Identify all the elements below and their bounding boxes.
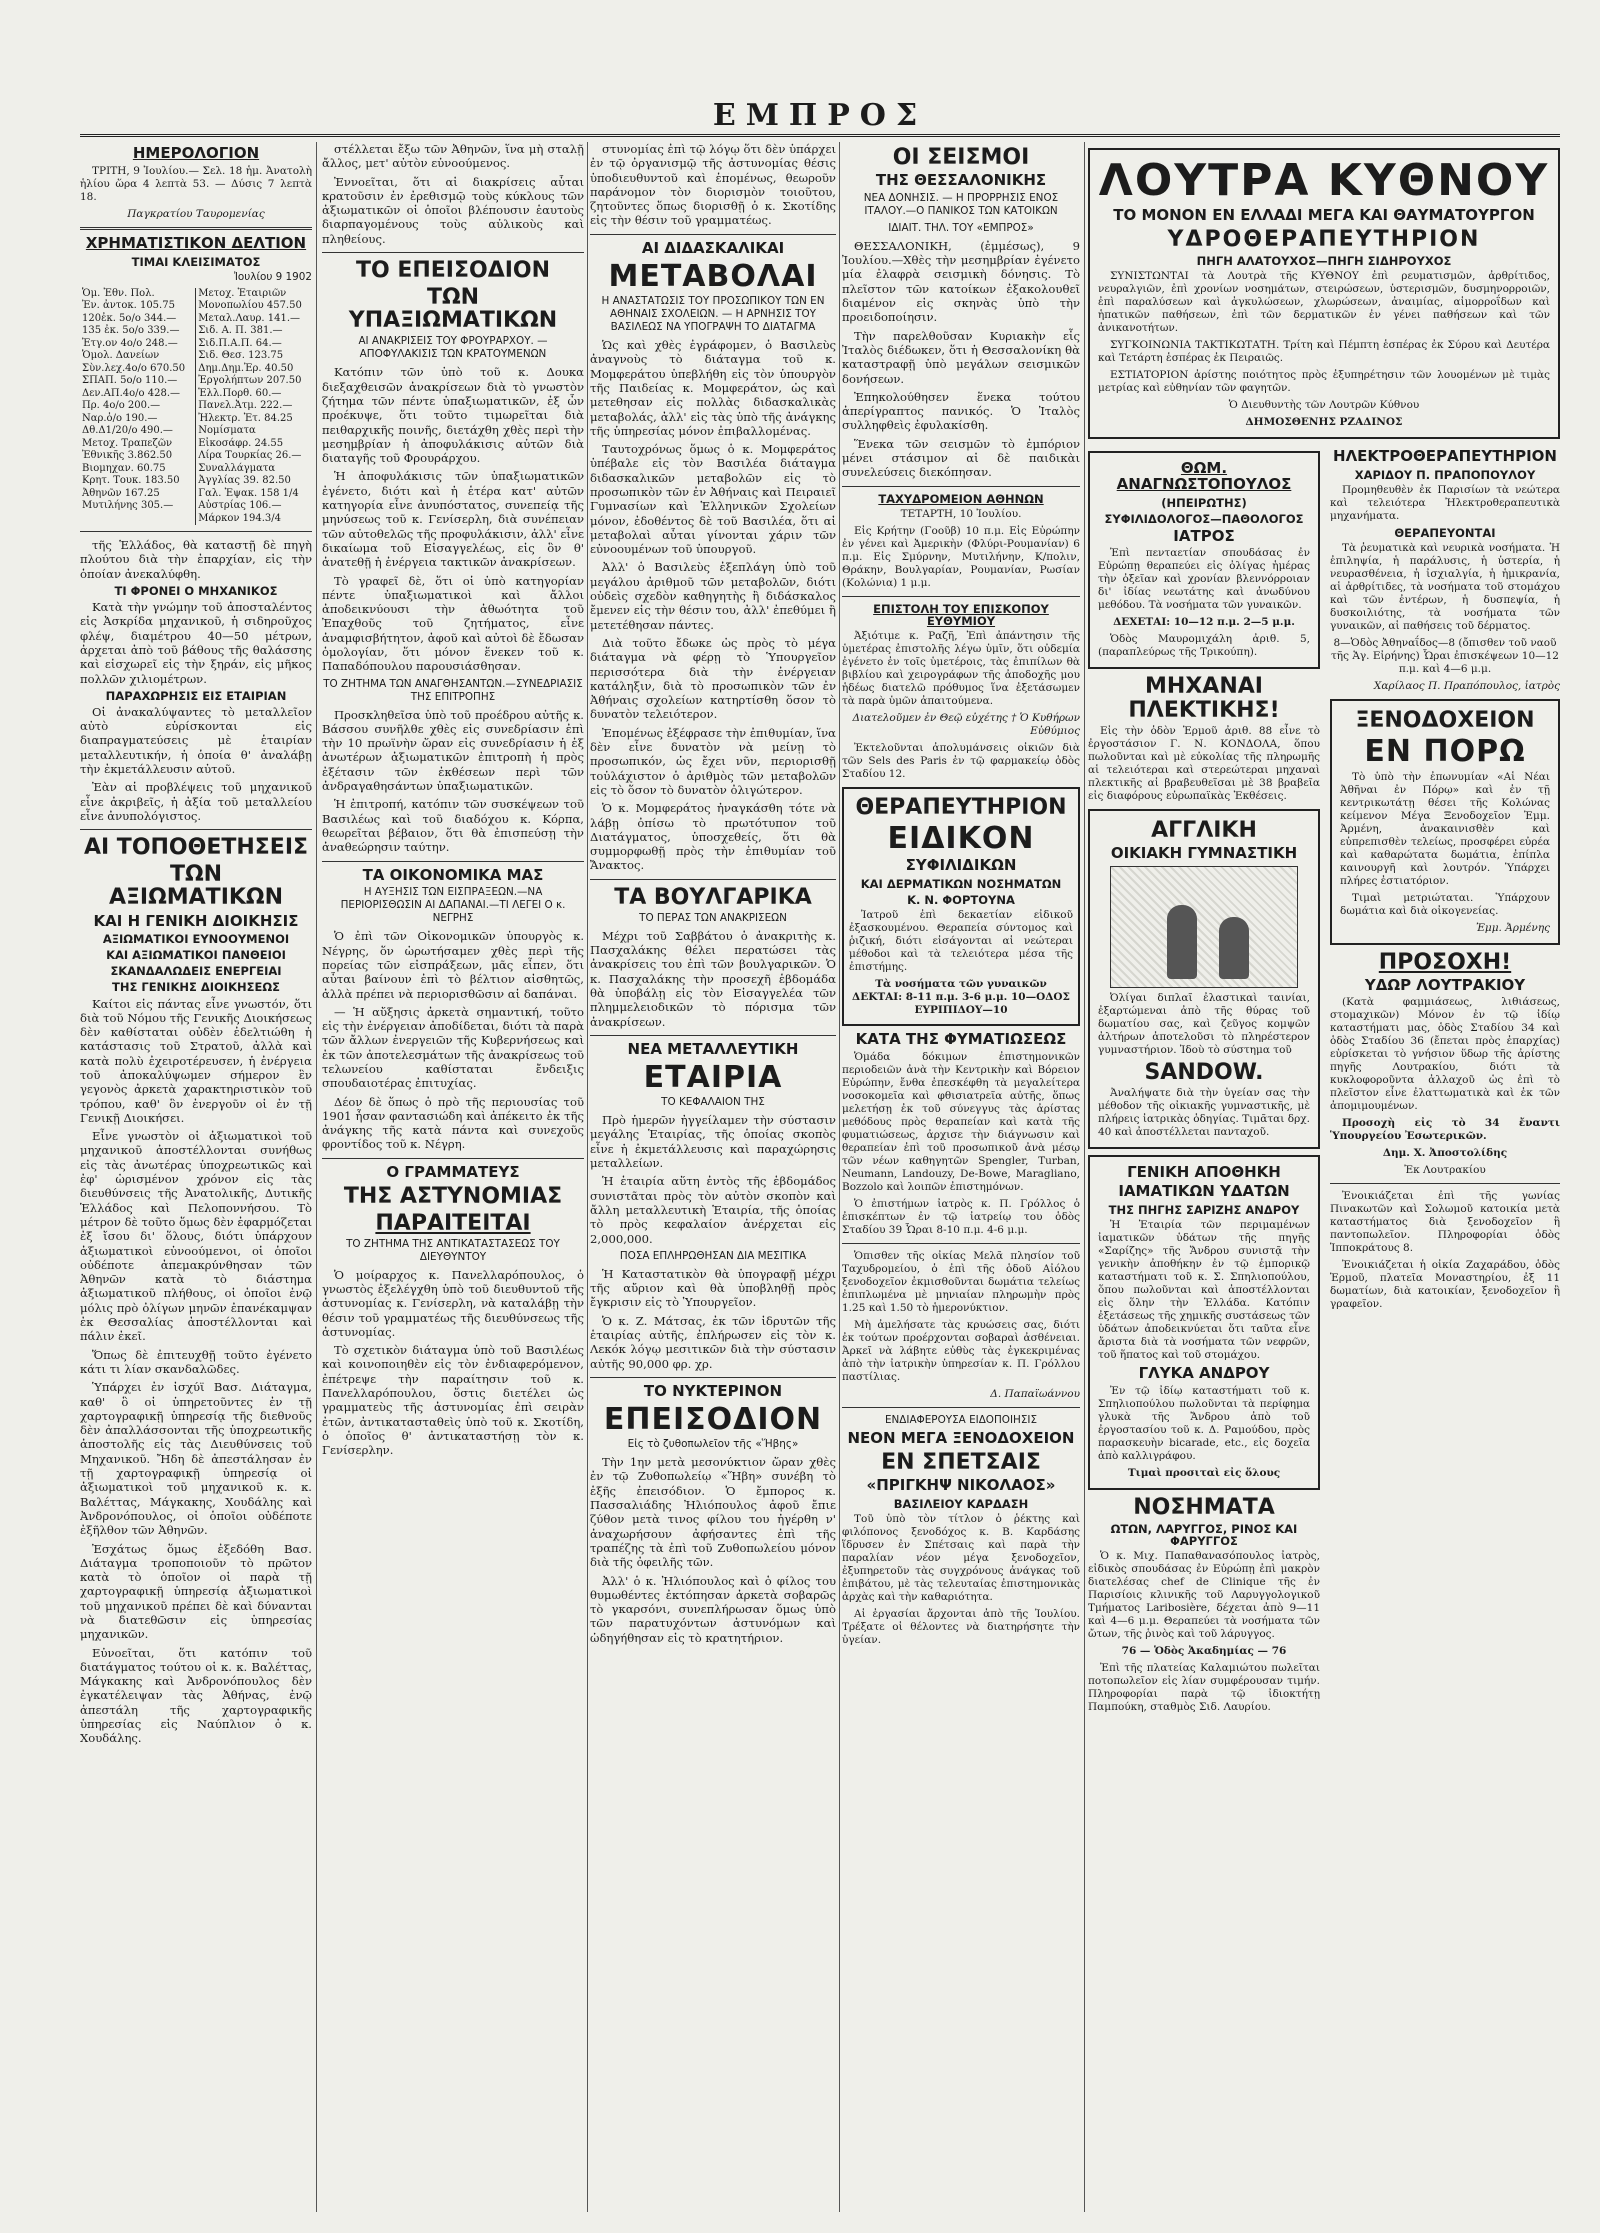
ad-text: Ἡ Ἑταιρία τῶν περιμαμένων ἰαματικῶν ὑδάτων τῆς πηγῆς «Σαρίζης» τῆς Ἄνδρου συνιστᾷ τὴν γενικὴν ἀποθήκην ἐν τῷ ἐμπορικῷ καταστήματι τοῦ κ. Σ. Σπηλιοπούλου, ὅπου πωλοῦνται καὶ ἀποστέλλονται εἰς ὅλην τὴν Ἑλλάδα. Κατόπιν ἐξετάσεως τῆς χημικῆς συστάσεως τῶν ὑδάτων ἀποδεικνύεται ὅτι ταῦτα εἶνε ἄριστα διὰ τὰ νοσήματα τῶν νεφρῶν, τοῦ ἥπατος καὶ τοῦ στομάχου.	[1098, 1219, 1310, 1362]
ad-signature: Χαρίλαος Π. Πραπόπουλος, ἰατρὸς	[1373, 679, 1560, 692]
headline: ΜΕΤΑΒΟΛΑΙ	[608, 258, 818, 294]
article-paragraph: Δέον δὲ ὅπως ὁ πρὸ τῆς περιουσίας τοῦ 1901 ἦσαν φαντασιώδη καὶ ἀπέκειτο ἐκ τῆς ἀνάγκης τῆς κατὰ πάντα καὶ συνεχοῦς φροντίδος τοῦ κ. Νέγρη.	[322, 1094, 584, 1152]
column-rule	[316, 142, 317, 2212]
ad-heading: ΝΟΣΗΜΑΤΑ	[1133, 1494, 1275, 1520]
almanac-text: ΤΡΙΤΗ, 9 Ἰουλίου.— Σελ. 18 ἡμ. Ἀνατολὴ ἡλίου ὥρα 4 λεπτὰ 53. — Δύσις 7 λεπτὰ 18.	[80, 164, 312, 203]
general-store-advertisement	[1088, 1155, 1320, 1490]
divider	[1330, 1183, 1560, 1184]
headline-subtitle: Εἰς τὸ ζυθοπωλεῖον τῆς «Ἥβης»	[627, 1438, 799, 1451]
article-paragraph: στέλλεται ἔξω τῶν Ἀθηνῶν, ἵνα μὴ σταλῇ ἄλλος, μετ' αὐτὸν εὐνοούμενος.	[322, 142, 584, 171]
article-paragraph: τῆς Ἑλλάδος, θὰ καταστῇ δὲ πηγὴ πλούτου διὰ τὴν ἐπαρχίαν, εἰς τὴν ὁποίαν ἀνεκαλύφθη.	[80, 538, 312, 581]
headline: Ο ΓΡΑΜΜΑΤΕΥΣ	[386, 1162, 520, 1181]
article-paragraph: Ἐσχάτως ὅμως ἐξεδόθη Βασ. Διάταγμα τροποποιοῦν τὸ πρῶτον κατὰ τὸ ὁποῖον οἱ παρὰ τῇ χαρτογραφικῇ ὑπηρεσίᾳ ἀξιωματικοὶ τοῦ μηχανικοῦ πρέπει δὲ καὶ δύνανται νὰ διατεθῶσιν εἰς ὑπηρεσίας μηχανικῶν.	[80, 1541, 312, 1642]
ad-text: Ὁδὸς Μαυρομιχάλη ἀριθ. 5, (παραπλεύρως τῆς Τρικούπη).	[1098, 633, 1310, 659]
divider	[590, 1377, 836, 1378]
ad-heading: ΕΝ ΣΠΕΤΣΑΙΣ	[881, 1449, 1041, 1475]
ad-text: Εἰς τὴν ὁδὸν Ἑρμοῦ ἀριθ. 88 εἶνε τὸ ἐργοστάσιον Γ. Ν. ΚΟΝΔΟΛΑ, ὅπου πωλοῦνται καὶ μὲ εὐκολίας τῆς πληρωμῆς αἱ τελειότεραι καὶ στερεώτεραι μηχαναὶ πλεκτικῆς αἱ βραβευθεῖσαι μὲ 38 βραβεῖα εἰς διαφόρους εὐρωπαϊκὰς Ἐκθέσεις.	[1088, 724, 1320, 802]
article-paragraph: Ταυτοχρόνως ὅμως ὁ κ. Μομφεράτος ὑπέβαλε εἰς τὸν Βασιλέα διάταγμα διδασκαλικῶν μεταβολῶν εἰς τὸ προσωπικὸν τῶν ἐν Ἀθήναις καὶ Πειραιεῖ Γυμνασίων καὶ Ἑλληνικῶν Σχολείων μόνον, ἐδοθέντος δὲ τοῦ Βασιλέα, ὅτι αἱ μεταβολαὶ αὗται γίνονται χάριν τῶν εὐνοουμένων τοῦ ὑπουργοῦ.	[590, 442, 836, 557]
headline-subtitle: ΙΔΙΑΙΤ. ΤΗΛ. ΤΟΥ «ΕΜΠΡΟΣ»	[888, 221, 1034, 234]
ad-heading: ΒΑΣΙΛΕΙΟΥ ΚΑΡΔΑΣΗ	[893, 1496, 1029, 1511]
ad-text: Προσοχὴ εἰς τὸ 34 ἔναντι Ὑπουργείου Ἐσωτερικῶν.	[1330, 1117, 1560, 1143]
ad-text: ΣΥΝΙΣΤΩΝΤΑΙ τὰ Λουτρὰ τῆς ΚΥΘΝΟΥ ἐπὶ ρευματισμῶν, ἀρθρίτιδος, νευραλγιῶν, ἐπὶ χρονίων νοσημάτων, στειρώσεων, ὑστερισμῶν, δυσμηνορροιῶν, ἐπὶ παραλύσεων καὶ ἀγκυλώσεων, χλωρώσεων, ἀναιμίας, αἱμορροΐδων καὶ ἡπατικῶν παθήσεων, ἐπὶ τῶν δερματικῶν ἐν γένει παθήσεων καὶ τῶν ἀνικανοτήτων.	[1098, 270, 1550, 335]
ad-heading: ΚΑΙ ΔΕΡΜΑΤΙΚΩΝ ΝΟΣΗΜΑΤΩΝ	[860, 877, 1062, 892]
ad-text: ΕΣΤΙΑΤΟΡΙΟΝ ἀρίστης ποιότητος πρὸς ἐξυπηρέτησιν τῶν λουομένων μὲ τιμὰς μετρίας καὶ εὐθηνίαν τῶν φαγητῶν.	[1098, 369, 1550, 395]
ad-text: Ἐνοικιάζεται ἡ οἰκία Ζαχαράδου, ὁδὸς Ἑρμοῦ, πλατεῖα Μοναστηρίου, ἐξ 11 δωματίων, διὰ κατοικίαν, ξενοδοχεῖον ἢ γραφεῖον.	[1330, 1259, 1560, 1311]
divider	[590, 1035, 836, 1036]
ad-text: Ὀλίγαι διπλαῖ ἐλαστικαὶ ταινίαι, ἐξαρτώμεναι ἀπὸ τῆς θύρας τοῦ δωματίου σας, καὶ ζεῦγος κομψῶν ἀλτήρων ἀποτελοῦσι τὸ πληρέστερον γυμναστήριον. Ἰδοὺ τὸ σύστημα τοῦ	[1098, 991, 1310, 1056]
headline-subtitle: Η ΑΥΞΗΣΙΣ ΤΩΝ ΕΙΣΠΡΑΞΕΩΝ.—ΝΑ ΠΕΡΙΟΡΙΣΘΩΣΙΝ ΑΙ ΔΑΠΑΝΑΙ.—ΤΙ ΛΕΓΕΙ Ο κ. ΝΕΓΡΗΣ	[340, 886, 566, 925]
article-paragraph: Κατὰ τὴν γνώμην τοῦ ἀποσταλέντος εἰς Ἀσκρίδα μηχανικοῦ, ἡ σιδηροῦχος φλέψ, διαμέτρου 40—50 μέτρων, ἀρχεται ἀπὸ τοῦ βάθους τῆς θαλάσσης καὶ εἰσχωρεῖ εἰς τὴν ξηράν, εἰς μῆκος πολλῶν χιλιομέτρων.	[80, 600, 312, 686]
column-4	[842, 142, 1080, 2212]
article-paragraph: Προσκληθεῖσα ὑπὸ τοῦ προέδρου αὐτῆς κ. Βάσσου συνῆλθε χθὲς εἰς συνεδρίασιν ἐπὶ τὴν 10 πρωϊνὴν ὥραν εἰς συνεδρίασιν ἡ ἐξ ἀνωτέρων ἀξιωματικῶν ἐπιτροπὴ ἡ πρὸς ἐξέτασιν τῶν ἐκθέσεων περὶ τῶν ἀνδραγαθησάντων ὑπαξιωματικῶν.	[322, 707, 584, 794]
divider	[80, 227, 312, 230]
headline: ΟΙ ΣΕΙΣΜΟΙ	[892, 145, 1030, 170]
subheading: ΣΚΑΝΔΑΛΩΔΕΙΣ ΕΝΕΡΓΕΙΑΙ	[110, 964, 282, 979]
article-paragraph: Ὁ ἐπιστήμων ἰατρὸς κ. Π. Γρόλλος ὁ ἐπισκέπτων ἐν τῷ ἰατρείῳ του ὁδὸς Σταδίου 39 Ὧραι 8-10 π.μ. 4-6 μ.μ.	[842, 1198, 1080, 1236]
article-paragraph: Ἕνεκα τῶν σεισμῶν τὸ ἐμπόριον μένει στάσιμον αἱ δὲ παιδικὰι συνελεύσεις διεκόπησαν.	[842, 436, 1080, 480]
ad-signature: ΔΗΜΟΣΘΕΝΗΣ ΡΖΑΔΙΝΟΣ	[1245, 416, 1403, 429]
ad-text: Τιμαὶ προσιταὶ εἰς ὅλους	[1127, 1466, 1281, 1479]
headline: ΤΟ ΝΥΚΤΕΡΙΝΟΝ	[643, 1381, 783, 1400]
article-paragraph: Ἡ ἑταιρία αὕτη ἐντὸς τῆς ἑβδομάδος συνιστᾶται πρὸς τὸν αὐτὸν σκοπὸν καὶ ἄλλη μεταλλευτικὴ Ἑταιρία, τῆς ὁποίας τὸ πρὸς κεφαλαίον ἀνέρχεται εἰς 2,000,000.	[590, 1174, 836, 1246]
article-paragraph: Ὁ ἐπὶ τῶν Οἰκονομικῶν ὑπουργὸς κ. Νέγρης, ὅν ὡρωτήσαμεν χθὲς περὶ τῆς πορείας τῶν εἰσπράξεων, μᾶς εἶπεν, ὅτι αὗται βαίνουν ἐπὶ τὸ βέλτιον αἰσθητῶς, ἀλλὰ πρέπει νὰ περιορισθῶσιν αἱ δαπάναι.	[322, 929, 584, 1001]
divider	[80, 829, 312, 830]
subheading: ΤΙ ΦΡΟΝΕΙ Ο ΜΗΧΑΝΙΚΟΣ	[114, 583, 278, 598]
ad-text: Τιμαὶ μετριώταται. Ὑπάρχουν δωμάτια καὶ διὰ οἰκογενείας.	[1340, 891, 1550, 917]
headline-subtitle: ΠΟΣΑ ΕΠΛΗΡΩΘΗΣΑΝ ΔΙΑ ΜΕΣΙΤΙΚΑ	[619, 1249, 807, 1262]
kythnos-baths-advertisement	[1088, 148, 1560, 439]
ad-brand: SANDOW.	[1144, 1059, 1264, 1085]
ad-column-left	[1088, 445, 1320, 1718]
headline-subtitle: ΝΕΑ ΔΟΝΗΣΙΣ. — Η ΠΡΟΡΡΗΣΙΣ ΕΝΟΣ ΙΤΑΛΟΥ.—Ο ΠΑΝΙΚΟΣ ΤΩΝ ΚΑΤΟΙΚΩΝ	[863, 191, 1059, 217]
article-paragraph: Ἐπηκολούθησεν ἕνεκα τούτου ἀπερίγραπτος πανικός. Ὁ Ἰταλὸς συλληφθεὶς ἐφυλακίσθη.	[842, 389, 1080, 433]
ad-heading: ΛΟΥΤΡΑ ΚΥΘΝΟΥ	[1098, 155, 1550, 206]
poros-hotel-advertisement	[1330, 699, 1560, 945]
ad-heading: (ΗΠΕΙΡΩΤΗΣ)	[1161, 495, 1247, 510]
headline-subtitle: ΤΟ ΠΕΡΑΣ ΤΩΝ ΑΝΑΚΡΙΣΕΩΝ	[639, 911, 787, 924]
ad-heading: ΘΕΡΑΠΕΥΤΗΡΙΟΝ	[855, 794, 1067, 820]
ad-signature: Δημ. Χ. Ἀποστολίδης	[1382, 1147, 1508, 1160]
headline: ΤΩΝ ΑΞΙΩΜΑΤΙΚΩΝ	[108, 862, 284, 911]
headline: ΤΩΝ ΥΠΑΞΙΩΜΑΤΙΚΩΝ	[348, 285, 558, 334]
article-paragraph: Εἶνε γνωστὸν οἱ ἀξιωματικοὶ τοῦ μηχανικοῦ ἀποστέλλονται συνήθως εἰς τὰς ἀνωτέρας ὑποχρεωτικῶς καὶ ἐφ' ὡρισμένον χρόνον εἰς τὰς διευθύνσεις τῆς Ἀνατολικῆς, Δυτικῆς Ἑλλάδος καὶ Πελοποννήσου. Τὸ μέτρον δὲ τοῦτο ὅμως δὲν ἐφαρμόζεται ἐξ ἴσου δι' ὅλους, διότι ὑπάρχουν ἀξιωματικοὶ εὐνοούμενοι, οἱ ὁποῖοι οὐδέποτε ἀπεμακρύνθησαν τῶν Ἀθηνῶν κατὰ τὸ διάστημα ἀξιωματικοῦ πλήθους, οἱ ὁποῖοι ἐνῷ μόλις πρὸ ὀλίγων μηνῶν ἐπανέκαμψαν ἐκ Θεσσαλίας ἀποστέλλονται καὶ πάλιν ἐκεῖ.	[80, 1129, 312, 1344]
article-paragraph: Ἡ ἐπιτροπή, κατόπιν τῶν συσκέψεων τοῦ Βασιλέως καὶ τοῦ διαδόχου κ. Κόρπα, θεωρεῖται βέβαιον, ὅτι θὰ ἐπισπεύσῃ τὴν ἀναθεώρησιν ταύτην.	[322, 797, 584, 855]
headline: ΕΠΕΙΣΟΔΙΟΝ	[603, 1401, 823, 1437]
ad-heading: ΠΗΓΗ ΑΛΑΤΟΥΧΟΣ—ΠΗΓΗ ΣΙΔΗΡΟΥΧΟΣ	[1196, 254, 1452, 269]
divider	[80, 531, 312, 532]
headline: ΤΗΣ ΘΕΣΣΑΛΟΝΙΚΗΣ	[875, 171, 1047, 190]
article-paragraph: Ἀλλ' ὁ Βασιλεὺς ἐξεπλάγη ὑπὸ τοῦ μεγάλου ἀριθμοῦ τῶν μεταβολῶν, διότι οὐδεὶς σχεδὸν καθηγητὴς ἢ διδάσκαλος ἔμενεν εἰς τὴν θέσιν του, ἀλλ' ἐπεθύμει ἢ μετετέθησαν πάντες.	[590, 560, 836, 632]
postal-date: ΤΕΤΑΡΤΗ, 10 Ἰουλίου.	[900, 507, 1022, 520]
ad-text: Ὁ κ. Μιχ. Παπαθανασόπουλος ἰατρὸς, εἰδικὸς σπουδάσας ἐν Εὐρώπῃ ἐπὶ μακρὸν διατελέσας chef de Clinique τῆς ἐν Παρισίοις κλινικῆς τοῦ Λαρυγγολογικοῦ Τμήματος Laribosière, δέχεται ἀπὸ 9—11 καὶ 4—6 μ.μ. Θεραπεύει τὰ νοσήματα τῶν ὤτων, τῆς ῥινὸς καὶ τοῦ λάρυγγος.	[1088, 1550, 1320, 1641]
headline: ΝΕΑ ΜΕΤΑΛΛΕΥΤΙΚΗ	[627, 1039, 799, 1058]
headline-subtitle: ΤΟ ΖΗΤΗΜΑ ΤΩΝ ΑΝΑΓΘΗΣΑΝΤΩΝ.—ΣΥΝΕΔΡΙΑΣΙΣ ΤΗΣ ΕΠΙΤΡΟΠΗΣ	[323, 677, 583, 703]
ad-text: Τὰ νοσήματα τῶν γυναικῶν ΔΕΚΤΑΙ: 8-11 π.μ. 3-6 μ.μ. 10—ΟΔΟΣ ΕΥΡΙΠΙΔΟΥ—10	[852, 978, 1070, 1017]
article-paragraph: Ἡ Καταστατικὸν θὰ ὑπογραφῇ μέχρι τῆς αὔριον καὶ θὰ ὑποβληθῇ πρὸς ἔγκρισιν εἰς τὸ Ὑπουργεῖον.	[590, 1266, 836, 1310]
ad-heading: ΣΥΦΙΛΙΔΟΛΟΓΟΣ—ΠΑΘΟΛΟΓΟΣ	[1104, 511, 1304, 526]
article-paragraph: Καίτοι εἰς πάντας εἶνε γνωστόν, ὅτι διὰ τοῦ Νόμου τῆς Γενικῆς Διοικήσεως δὲν καθίσταται οὐδὲν ἐδελτιώθη ἡ κατάστασις τοῦ Στρατοῦ, ἀλλὰ καὶ κατὰ πολὺ ἐχειροτέρευσεν, ἡ ἐνέργεια τοῦ ἀποκαλύψωμεν σήμερον ἓν γεγονὸς ἀρκετὰ χαρακτηριστικὸν τοῦ τρόπου, καθ' ὃν ἐνεργοῦν οἱ ἐν τῇ Γενικῇ Διοικήσει.	[80, 996, 312, 1125]
ad-row	[1088, 445, 1560, 1718]
headline: ΤΟ ΕΠΕΙΣΟΔΙΟΝ	[355, 258, 551, 284]
ad-heading: ΙΑΜΑΤΙΚΩΝ ΥΔΑΤΩΝ	[1118, 1182, 1290, 1201]
headline-subtitle: ΑΙ ΑΝΑΚΡΙΣΕΙΣ ΤΟΥ ΦΡΟΥΡΑΡΧΟΥ. —ΑΠΟΦΥΛΑΚΙΣΙΣ ΤΩΝ ΚΡΑΤΟΥΜΕΝΩΝ	[358, 335, 548, 361]
article-paragraph: Ὁ κ. Μομφεράτος ἠναγκάσθη τότε νὰ λάβῃ ὀπίσω τὸ πρωτότυπον τοῦ Διατάγματος, ὑποσχεθείς, ὅτι θὰ συμμορφωθῇ πρὸς τὴν ἐπιθυμίαν τοῦ Ἄνακτος.	[590, 801, 836, 873]
article-paragraph: Ὁμάδα δόκιμων ἐπιστημονικῶν περιοδειῶν ἀνὰ τὴν Κεντρικὴν καὶ Βόρειον Εὐρώπην, ἔνθα ἐπεσκέφθη τὰ μεγαλείτερα νοσοκομεῖα καὶ φθισιατρεῖα αὐτῆς, ὅπως μελετήσῃ ἐκ τοῦ σύνεγγυς τὰς ἀρίστας μεθόδους πρὸς θεραπείαν καὶ κατὰ τῆς φυματιώσεως, ἀρχισε τὴν διάγνωσιν καὶ θεραπείαν ἐπὶ τοῦ προσωπικοῦ ἀνὰ μέσῳ τῶν νέων καθηγητῶν Spengler, Turban, Neumann, Landouzy, De-Bowe, Maragliano, Bozzolo καὶ λοιπῶν ἐπιστημόνων.	[842, 1051, 1080, 1193]
ad-heading: ΧΑΡΙΔΟΥ Π. ΠΡΑΠΟΠΟΥΛΟΥ	[1354, 467, 1536, 482]
headline: ΠΑΡΑΙΤΕΙΤΑΙ	[375, 1210, 531, 1236]
anagnostopoulos-advertisement	[1088, 451, 1320, 669]
ad-heading: ΥΔΩΡ ΛΟΥΤΡΑΚΙΟΥ	[1364, 975, 1526, 994]
divider	[842, 1243, 1080, 1244]
headline-subtitle: Η ΑΝΑΣΤΑΤΩΣΙΣ ΤΟΥ ΠΡΟΣΩΠΙΚΟΥ ΤΩΝ ΕΝ ΑΘΗΝΑΙΣ ΣΧΟΛΕΙΩΝ. — Η ΑΡΝΗΣΙΣ ΤΟΥ ΒΑΣΙΛΕΩΣ ΝΑ ΥΠΟΓΡΑΨΗ ΤΟ ΔΙΑΤΑΓΜΑ	[601, 295, 825, 334]
subheading: ΤΗΣ ΓΕΝΙΚΗΣ ΔΙΟΙΚΗΣΕΩΣ	[112, 980, 280, 995]
ad-heading: ΞΕΝΟΔΟΧΕΙΟΝ	[1355, 707, 1535, 733]
ad-text: 8—Ὁδὸς Ἀθηναΐδος—8 (ὄπισθεν τοῦ ναοῦ τῆς Ἁγ. Εἰρήνης) Ὧραι ἐπισκέψεων 10—12 π.μ. καὶ 4—6 μ.μ.	[1331, 636, 1559, 675]
ad-heading: ΣΥΦΙΛΙΔΙΚΩΝ	[905, 856, 1017, 875]
article-paragraph: Ἐκτελοῦνται ἀπολυμάνσεις οἰκιῶν διὰ τῶν Sels des Paris ἐν τῷ φαρμακείῳ ὁδὸς Σταδίου 12.	[842, 741, 1080, 780]
ad-heading: ΤΗΣ ΠΗΓΗΣ ΣΑΡΙΖΗΣ ΑΝΔΡΟΥ	[1108, 1203, 1300, 1218]
article-paragraph: Τὸ γραφεῖ δὲ, ὅτι οἱ ὑπὸ κατηγορίαν πέντε ὑπαξιωματικοὶ καὶ ἄλλοι ἀποδεικνύουσι τὴν ἀθωότητα τοῦ Ἐπαχθοῦς τοῦ ζητήματος, εἶνε ἀναμφισβήτητον, ἀφοῦ καὶ αὐτοὶ δὲ ἔδωσαν ὁμολογίαν, ὅτι μόνον ἕνεκεν τοῦ κ. Παπαδόπουλου παρουσιάσθησαν.	[322, 573, 584, 674]
almanac-saint: Παγκρατίου Ταυρομενίας	[127, 207, 265, 220]
ad-heading: ΕΙΔΙΚΟΝ	[887, 820, 1035, 856]
divider	[322, 1158, 584, 1159]
article-paragraph: Τὴν παρελθοῦσαν Κυριακὴν εἷς Ἰταλὸς διέδωκεν, ὅτι ἡ Θεσσαλονίκη θὰ καταστραφῇ ὑπὸ μεγάλων σεισμικῶν δονήσεων.	[842, 328, 1080, 386]
ad-heading: ΘΕΡΑΠΕΥΟΝΤΑΙ	[1394, 525, 1496, 540]
article-paragraph: Ὑπάρχει ἐν ἰσχύϊ Βασ. Διάταγμα, καθ' ὃ οἱ ὑπηρετοῦντες ἐν τῇ χαρτογραφικῇ ὑπηρεσίᾳ τῆς διεθνοῦς δὲν ἀπαλλάσσονται τῆς ὑποχρεωτικῆς ἀποστολῆς εἰς τὰς Διευθύνσεις τοῦ Μηχανικοῦ. Ἤδη δὲ ἀπεστάλησαν ἐν τῇ χαρτογραφικῇ ὑπηρεσίᾳ οἱ ἀξιωματικοὶ τοῦ μηχανικοῦ κ. κ. Βαλέττας, Μάγκακης, Χουδάλης καὶ Ἀνδρονόπουλος, οἱ ὁποῖοι οὐδέποτε ἐξῆλθον τῶν Ἀθηνῶν.	[80, 1380, 312, 1538]
headline: ΕΤΑΙΡΙΑ	[643, 1059, 783, 1095]
ad-heading: «ΠΡΙΓΚΗΨ ΝΙΚΟΛΑΟΣ»	[866, 1475, 1056, 1494]
ad-text: Αἱ ἐργασίαι ἄρχονται ἀπὸ τῆς Ἰουλίου. Τρέξατε οἱ θέλοντες νὰ διατηρήσητε τὴν ὑγείαν.	[842, 1607, 1080, 1646]
ad-heading: ΠΡΟΣΟΧΗ!	[1378, 949, 1512, 975]
article-paragraph: Ὁπισθεν τῆς οἰκίας Μελᾶ πλησίον τοῦ Ταχυδρομείου, ὁ ἐπὶ τῆς ὁδοῦ Αἰόλου ξενοδοχεῖον ἐκμισθοῦνται δωμάτια τελείως ἐπιπλωμένα μὲ μηνιαίαν πληρωμὴν πρὸς 1.25 καὶ 1.50 τὸ ἡμερονύκτιον.	[842, 1250, 1080, 1314]
article-paragraph: Ὡς καὶ χθὲς ἐγράφομεν, ὁ Βασιλεὺς ἀναγνοὺς τὸ διάταγμα τοῦ κ. Μομφεράτου ὑπεβλήθη εἰς τὸν ὑπουργὸν τῆς Παιδείας κ. Μομφεράτον, ὡς καὶ μετεθησαν εἰς πολλὰς διδασκαλικὰς μεταβολάς, ἀλλ' εἰς τὰς ὑπὸ τῆς ἀνάγκης τῆς ὑπηρεσίας μόνον ἐπιβαλλομένας.	[590, 338, 836, 438]
signature: Δ. Παπαϊωάννου	[990, 1388, 1080, 1400]
ad-heading: ΓΕΝΙΚΗ ΑΠΟΘΗΚΗ	[1127, 1162, 1281, 1181]
almanac-heading: ΗΜΕΡΟΛΟΓΙΟΝ	[132, 144, 260, 162]
ad-heading: ΟΙΚΙΑΚΗ ΓΥΜΝΑΣΤΙΚΗ	[1110, 843, 1298, 862]
divider	[590, 234, 836, 235]
ad-text: Ἰατροῦ ἐπὶ δεκαετίαν εἰδικοῦ ἐξασκουμένου. Θεραπεία σύντομος καὶ ῥιζική, διότι εἰσάγονται αἱ νεώτεραι μέθοδοι καὶ τὰ τελειότερα μέσα τῆς ἐπιστήμης.	[849, 909, 1073, 974]
ad-text: Τὰ ῥευματικὰ καὶ νευρικὰ νοσήματα. Ἡ ἐπιληψία, ἡ παράλυσις, ἡ ὑστερία, ἡ νευρασθένεια, ἡ ἰσχιαλγία, ἡ ἡμικρανία, αἱ ἀρθρίτιδες, τὰ νοσήματα τοῦ στομάχου καὶ τῶν ἐντέρων, ἡ δυσπεψία, ἡ δυσκοιλιότης, τὰ νοσήματα τῶν γυναικῶν, αἱ παθήσεις τοῦ δέρματος.	[1330, 541, 1560, 632]
exchange-left-column: Ὁμ. Ἐθν. Πολ. Ἐν. ἀντοκ. 105.75 120ἐκ. 5ο/ο 344.— 135 ἐκ. 5ο/ο 339.— Ἐτγ.ον 4ο/ο 248.— Ὁμολ. Δανείων Σὺν.λεχ.4ο/ο 670.50 ΣΠΑΠ. 5ο/ο 110.— Δεν.ΑΠ.4ο/ο 428.— Πρ. 4ο/ο 200.— Ναρ.ὁ/ο 190.— Δθ.Δ1/20/ο 490.— Μετοχ. Τραπεζῶν Ἐθνικῆς 3.862.50 Βιομηχαν. 60.75 Κρητ. Τουκ. 183.50 Ἀθηνῶν 167.25 Μυτιλήνης 305.—	[80, 288, 196, 526]
column-rule	[839, 142, 840, 2212]
headline: ΤΗΣ ΑΣΤΥΝΟΜΙΑΣ	[343, 1183, 563, 1209]
headline: ΤΑ ΟΙΚΟΝΟΜΙΚΑ ΜΑΣ	[362, 865, 544, 884]
figure-shape	[1219, 917, 1249, 979]
exchange-date: Ἰουλίου 9 1902	[233, 270, 312, 283]
ad-text: Ἐνοικιάζεται ἐπὶ τῆς γωνίας Πινακωτῶν καὶ Σολωμοῦ κατοικία μετὰ καταστήματος διὰ ξενοδοχεῖον ἢ παντοπωλεῖον. Πληροφορίαι ὁδὸς Ἱπποκράτους 8.	[1330, 1190, 1560, 1255]
exchange-heading: ΧΡΗΜΑΤΙΣΤΙΚΟΝ ΔΕΛΤΙΟΝ	[85, 233, 307, 252]
subheading: ΑΞΙΩΜΑΤΙΚΟΙ ΕΥΝΟΟΥΜΕΝΟΙ	[102, 932, 290, 947]
gymnastics-advertisement	[1088, 809, 1320, 1149]
ad-text: Τοῦ ὑπὸ τὸν τίτλον ὁ ῥέκτης καὶ φιλόπονος ξενοδόχος κ. Β. Καρδάσης ἵδρυσεν ἐν Σπέτσαις καὶ παρὰ τὴν παραλίαν νέον μέγα ξενοδοχεῖον, ἐξυπηρετοῦν τὰς συγχρόνους ἀνάγκας τοῦ ἐπιβάτου, μὲ τὰς τελευταίας ἐπιστημονικὰς ἀρχὰς καὶ τὴν καθαριότητα.	[842, 1512, 1080, 1603]
clinic-advertisement	[842, 787, 1080, 1026]
article-paragraph: Διὰ τοῦτο ἔδωκε ὡς πρὸς τὸ μέγα διάταγμα νὰ φέρῃ τὸ Ὑπουργεῖον περισσότερα διὰ τὴν ἐνέργειαν κατάληξιν, διὰ τὸ προσωπικὸν τῶν ἐν Ἀθήναις σχολείων κατηρτίσθη ὅσον τὸ δυνατὸν τελειότερον.	[590, 635, 836, 722]
article-paragraph: Ὅπως δὲ ἐπιτευχθῇ τοῦτο ἐγένετο κάτι τι λίαν σκανδαλῶδες.	[80, 1347, 312, 1376]
divider	[590, 879, 836, 880]
article-paragraph: Τὴν 1ην μετὰ μεσονύκτιον ὥραν χθὲς ἐν τῷ Ζυθοπωλείῳ «Ἥβη» συνέβη τὸ ἑξῆς ἐπεισόδιον. Ὁ ἔμπορος κ. Πασσαλιάδης Ἠλιόπουλος ἀφοῦ ἔπιε ζύθον μετὰ τινος φίλου του ἠγέρθη ν' ἀναχωρήσουν ἀφήσαντες ἐπὶ τῆς τραπέζης τὰ ἐπὶ τοῦ Ζυθοπωλείου μόνον διὰ τῆς ὀφειλῆς τῶν.	[590, 1455, 836, 1570]
article-paragraph: Πρὸ ἡμερῶν ἠγγείλαμεν τὴν σύστασιν μεγάλης Ἑταιρίας, τῆς ὁποίας σκοπὸς εἶνε ἡ ἐκμετάλλευσις καὶ παραχώρησις μεταλλείων.	[590, 1113, 836, 1171]
ad-heading: ΜΗΧΑΝΑΙ ΠΛΕΚΤΙΚΗΣ!	[1128, 674, 1280, 723]
exchange-table	[80, 288, 312, 526]
ad-text: Ἐπὶ πενταετίαν σπουδάσας ἐν Εὐρώπῃ θεραπεύει εἰς ὀλίγας ἡμέρας τὴν ὀξεῖαν καὶ χρονίαν βλεννόρροιαν δι' ἰδίας νεωτάτης καὶ ἀνωδύνου μεθόδου. Τὰ νοσήματα τῶν γυναικῶν.	[1098, 547, 1310, 612]
divider	[842, 596, 1080, 597]
ad-heading: ΗΛΕΚΤΡΟΘΕΡΑΠΕΥΤΗΡΙΟΝ	[1333, 447, 1557, 466]
gymnastics-illustration	[1110, 866, 1299, 988]
ad-text: Ἐπὶ τῆς πλατείας Καλαμιώτου πωλεῖται ποτοπωλεῖον εἰς λίαν συμφέρουσαν τιμήν. Πληροφορίαι παρὰ τῷ ἰδιοκτήτῃ Παμπούκη, σταθμὸς Σιδ. Λαυρίου.	[1088, 1662, 1320, 1714]
article-paragraph: Μέχρι τοῦ Σαββάτου ὁ ἀνακριτὴς κ. Πασχαλάκης θέλει περατώσει τὰς ἀνακρίσεις του ἐπὶ τῶν βουλγαρικῶν. Ὁ κ. Πασχαλάκης τὴν προσεχῆ ἑβδομάδα θὰ ὑποβάλῃ εἰς τὸν Εἰσαγγελέα τῶν πλημμελειοδικῶν τὸ πόρισμα τῶν ἀνακρίσεων.	[590, 928, 836, 1029]
ad-heading: ΘΩΜ. ΑΝΑΓΝΩΣΤΟΠΟΥΛΟΣ	[1116, 459, 1292, 493]
column-rule	[1084, 142, 1085, 2212]
subheading: ΤΑΧΥΔΡΟΜΕΙΟΝ ΑΘΗΝΩΝ	[878, 491, 1044, 506]
ad-text: 76 — Ὁδὸς Ἀκαδημίας — 76	[1121, 1645, 1287, 1658]
ad-text: Τὸ ὑπὸ τὴν ἐπωνυμίαν «Αἱ Νέαι Ἀθῆναι ἐν Πόρῳ» καὶ ἐν τῇ κεντρικωτάτῃ θέσει τῆς Κολώνας κείμενον Μέγα Ξενοδοχεῖον Ἐμμ. Ἀρμένη, ἀνακαινισθὲν καὶ εὐπρεπισθὲν τελείως, προσφέρει εὐρέα καὶ καθαρώτατα δωμάτια, ἐπίπλα καινουργῆ καὶ λουτρόν. Ὑπάρχει πλήρες ἐστιατόριον.	[1340, 770, 1550, 887]
article-paragraph: Εὐνοεῖται, ὅτι κατόπιν τοῦ διατάγματος τούτου οἱ κ. κ. Βαλέττας, Μάγκακης καὶ Ἀνδρονόπουλος δὲν ἐγκατέλειψαν τὰς Ἀθήνας, ἐνῷ ἀπεστάλη τῆς χαρτογραφικῆς ὑπηρεσίας εἰς Ναύπλιον ὁ κ. Χουδάλης.	[80, 1645, 312, 1746]
ad-heading: ΙΑΤΡΟΣ	[1173, 526, 1235, 545]
signature: Διατελοῦμεν ἐν Θεῷ εὐχέτης † Ὁ Κυθήρων Εὐθύμιος	[852, 711, 1080, 737]
article-paragraph: στυνομίας ἐπὶ τῷ λόγῳ ὅτι δὲν ὑπάρχει ἐν τῷ ὀργανισμῷ τῆς ἀστυνομίας θέσις ὑποδιευθυντοῦ καὶ ἑπομένως, θεωροῦν παράνομον τὸν διορισμὸν τοιοῦτου, ζητοῦντες ὅπως διορισθῇ ὁ κ. Σκοτίδης εἰς τὴν θέσιν τοῦ γραμματέως.	[590, 142, 836, 228]
headline-subtitle: ΤΟ ΖΗΤΗΜΑ ΤΗΣ ΑΝΤΙΚΑΤΑΣΤΑΣΕΩΣ ΤΟΥ ΔΙΕΥΘΥΝΤΟΥ	[346, 1237, 560, 1263]
ad-text: (Κατὰ φαμμιάσεως, λιθιάσεως, στομαχικῶν) Μόνον ἐν τῷ ἰδίῳ καταστήματι μας, ὁδὸς Σταδίου 34 καὶ ὁδὸς Σταδίου 36 (ἔπεται πρὸς ἐπαρχίας) εὑρίσκεται τὸ γνήσιον ὕδωρ τῆς ἀρίστης πηγῆς Λουτρακίου, διότι τὰ κυκλοφοροῦντα ἀλλαχοῦ ὡς ἐπὶ τὸ πλεῖστον εἶνε ἐλαττωματικὰ καὶ ἐκ τῶν ἀπομιμουμένων.	[1330, 996, 1560, 1113]
article-paragraph: Ἀξιότιμε κ. Ραζῆ, Ἐπὶ ἀπάντησιν τῆς ὑμετέρας ἐπιστολῆς λέγω ὑμῖν, ὅτι οὐδεμία ἐγένετο ἐν τοῖς ὑμετέροις, τὰς ἐπιπίλων θὰ βιβλίου καὶ χειρογράφων τῆς ἀποδοχῆς μου ἡδέως διατελῶ πρόθυμος ἵνα ἐξετάσωμεν τὰ παρὰ ὑμῶν ἀπαιτούμενα.	[842, 629, 1080, 707]
headline: ΚΑΤΑ ΤΗΣ ΦΥΜΑΤΙΩΣΕΩΣ	[855, 1030, 1067, 1049]
ad-signature: Ὁ Διευθυντὴς τῶν Λουτρῶν Κύθνου	[1228, 399, 1420, 412]
article-paragraph: Ὁ κ. Ζ. Μάτσας, ἐκ τῶν ἱδρυτῶν τῆς ἑταιρίας αὐτῆς, ἐπλήρωσεν εἰς τὸν κ. Λεκόκ λόγῳ μεσιτικῶν διὰ τὴν σύστασιν αὐτῆς 90,000 φρ. χρ.	[590, 1313, 836, 1371]
divider	[842, 1407, 1080, 1408]
ad-heading: ΝΕΟΝ ΜΕΓΑ ΞΕΝΟΔΟΧΕΙΟΝ	[847, 1429, 1075, 1447]
exchange-subheading: ΤΙΜΑΙ ΚΛΕΙΣΙΜΑΤΟΣ	[131, 254, 261, 269]
ad-signature: Ἐμμ. Ἀρμένης	[1475, 921, 1550, 934]
column-rule	[587, 142, 588, 2212]
article-paragraph: Ὁ μοίραρχος κ. Πανελλαρόπουλος, ὁ γνωστὸς ἐξελέγχθη ὑπὸ τοῦ διευθυντοῦ τῆς ἀστυνομίας κ. Γενίσερλη, νὰ καταλάβῃ τὴν θέσιν τοῦ γραμματέως τῆς διευθύνσεως τῆς ἀστυνομίας.	[322, 1267, 584, 1339]
ad-heading: Κ. Ν. ΦΟΡΤΟΥΝΑ	[907, 893, 1015, 908]
masthead	[80, 96, 1560, 137]
headline: ΚΑΙ Η ΓΕΝΙΚΗ ΔΙΟΙΚΗΣΙΣ	[93, 911, 299, 930]
column-2	[322, 142, 584, 2212]
article-paragraph: Οἱ ἀνακαλύψαντες τὸ μεταλλεῖον αὐτὸ εὑρίσκονται εἰς διαπραγματεύσεις μὲ ἑταιρίαν μεταλλευτικήν, ἡ ὁποία θ' ἀναλάβῃ τὴν ἐκμετάλλευσιν αὐτοῦ.	[80, 704, 312, 777]
newspaper-title: ΕΜΠΡΟΣ	[712, 98, 928, 133]
postal-text: Εἰς Κρήτην (Γοοῦβ) 10 π.μ. Εἰς Εὐρώπην ἐν γένει καὶ Ἀμερικὴν (Φλύρι-Ρουμανίαν) 6 π.μ. Εἰς Σμύρνην, Μυτιλήνην, Κ/πολιν, Θράκην, Βουλγαρίαν, Ρουμανίαν, Ρωσίαν (Κολώνια) 1 μ.μ.	[842, 524, 1080, 589]
divider	[322, 252, 584, 253]
divider	[842, 486, 1080, 487]
ad-heading: ΓΛΥΚΑ ΑΝΔΡΟΥ	[1138, 1364, 1270, 1383]
article-paragraph: Ἐπομένως ἐξέφρασε τὴν ἐπιθυμίαν, ἵνα δὲν εἶνε δυνατὸν νὰ μείνῃ τὸ προσωπικόν, ὡς ἔχει νῦν, περιορισθῇ τοὐλάχιστον ὁ ἀριθμὸς τῶν μεταβολῶν εἰς τὸ ὅσον τὸ δυνατὸν ὀλιγώτερον.	[590, 725, 836, 797]
ad-text: Ἐν τῷ ἰδίῳ καταστήματι τοῦ κ. Σπηλιοπούλου πωλοῦνται τὰ περίφημα γλυκὰ τῆς Ἄνδρου ἀπὸ τοῦ ἐργοστασίου τοῦ κ. Δ. Ραμούδου, πρὸς παρασκευὴν bicarade, etc., εἰς δοχεῖα ἀπὸ καλλιγράφου.	[1098, 1384, 1310, 1462]
headline-subtitle: ΤΟ ΚΕΦΑΛΑΙΟΝ ΤΗΣ	[661, 1096, 765, 1109]
ad-text: ΣΥΓΚΟΙΝΩΝΙΑ ΤΑΚΤΙΚΩΤΑΤΗ. Τρίτη καὶ Πέμπτη ἑσπέρας ἐκ Σύρου καὶ Δευτέρα καὶ Τετάρτη ἑσπέρας ἐκ Πειραιῶς.	[1098, 339, 1550, 365]
ad-heading: ΤΟ ΜΟΝΟΝ ΕΝ ΕΛΛΑΔΙ ΜΕΓΑ ΚΑΙ ΘΑΥΜΑΤΟΥΡΓΟΝ	[1113, 206, 1535, 225]
article-paragraph: Κατόπιν τῶν ὑπὸ τοῦ κ. Δουκα διεξαχθεισῶν ἀνακρίσεων διὰ τὸ γνωστὸν ζήτημα τῶν πέντε ὑπαξιωματικῶν, ἐξ ὧν προέκυψε, ὅτι τοῦτο τιμωρεῖται διὰ πειθαρχικῆς ποινῆς, διετάχθη χθὲς περὶ τὴν μεσημβρίαν ἡ ἀποφυλάκισις αὐτῶν διὰ διαταγῆς τοῦ Φρουράρχου.	[322, 365, 584, 466]
headline: ΑΙ ΤΟΠΟΘΕΤΗΣΕΙΣ	[83, 835, 309, 861]
exchange-right-column: Μετοχ. Ἑταιριῶν Μονοπωλίου 457.50 Μεταλ.Λαυρ. 141.— Σιδ. Α. Π. 381.— Σιδ.Π.Α.Π. 64.— Σιδ. Θεσ. 123.75 Δημ.Δημ.Ἐρ. 40.50 Ἐργολήπτων 207.50 Ἑλλ.Πορθ. 60.— Πανελ.Ἀτμ. 222.— Ἠλεκτρ. Ἐτ. 84.25 Νομίσματα Εἰκοσάφρ. 24.55 Λίρα Τουρκίας 26.— Συναλλάγματα Ἀγγλίας 39. 82.50 Γαλ. Ἐψακ. 158 1/4 Αὐστρίας 106.— Μάρκον 194.3/4	[198, 287, 302, 524]
article-paragraph: Ἐὰν αἱ προβλέψεις τοῦ μηχανικοῦ εἶνε ἀκριβεῖς, ἡ ἀξία τοῦ μεταλλείου εἶνε ἀνυπολόγιστος.	[80, 780, 312, 823]
column-1	[80, 142, 312, 2212]
divider	[322, 861, 584, 862]
ad-text: ΔΕΧΕΤΑΙ: 10—12 π.μ. 2—5 μ.μ.	[1113, 616, 1295, 629]
ad-heading: ΕΝ ΠΟΡΩ	[1364, 734, 1526, 770]
subheading: ΚΑΙ ΑΞΙΩΜΑΤΙΚΟΙ ΠΑΝΘΕΙΟΙ	[106, 948, 286, 963]
column-5-advertisements	[1088, 142, 1560, 2212]
headline-subtitle: ΕΝΔΙΑΦΕΡΟΥΣΑ ΕΙΔΟΠΟΙΗΣΙΣ	[884, 1414, 1038, 1426]
ad-text: Ἀναλήψατε διὰ τὴν ὑγείαν σας τὴν μέθοδον τῆς οἰκιακῆς γυμναστικῆς, μὲ πλήρεις ἰατρικὰς ὁδηγίας. Τιμᾶται δρχ. 40 καὶ ἀποστέλλεται πανταχοῦ.	[1098, 1086, 1310, 1138]
headline: ΑΙ ΔΙΔΑΣΚΑΛΙΚΑΙ	[641, 238, 785, 257]
article-paragraph: Ἐννοεῖται, ὅτι αἱ διακρίσεις αὗται κρατοῦσιν ἐν ἐρεθισμῷ τοὺς κύκλους τῶν ἀξιωματικῶν οἱ ὁποῖοι βλέπουσιν ἑαυτοὺς διαρπαγομένους τοὺς αὐλικοὺς καὶ πληθείους.	[322, 174, 584, 246]
headline: ΤΑ ΒΟΥΛΓΑΡΙΚΑ	[614, 884, 812, 910]
article-paragraph: Ἡ ἀποφυλάκισις τῶν ὑπαξιωματικῶν ἐγένετο, διότι καὶ ἡ ἑτέρα κατ' αὐτῶν κατηγορία εἶνε ἀνυπόστατος, συνεπείᾳ τῆς μηνύσεως τοῦ κ. Γενίσερλη, διὰ συνέπειαν τῶν αὐτοθελῶς τῆς προφυλάκισιν, ἀλλ' εἶνε δικαίωμα τοῦ Εἰσαγγελέως, εἰς ὃν θ' ἀνατεθῇ ἡ ἐνέργεια τακτικῶν ἀνακρίσεων.	[322, 469, 584, 570]
column-3	[590, 142, 836, 2212]
ad-signature: Ἐκ Λουτρακίου	[1404, 1164, 1486, 1177]
ad-text: Προμηθευθὲν ἐκ Παρισίων τὰ νεώτερα καὶ τελειότερα Ἠλεκτροθεραπευτικὰ μηχανήματα.	[1330, 483, 1560, 522]
article-paragraph: Μὴ ἀμελήσατε τὰς κρυώσεις σας, διότι ἐκ τούτων προέρχονται σοβαραὶ ἀσθένειαι. Ἀρκεῖ νὰ λάβητε εὐθὺς τὰς ἐγκεκριμένας ἀπὸ τὴν ἰατρικὴν ὑπηρεσίαν κ. Π. Γρόλλου παστίλιας.	[842, 1319, 1080, 1383]
article-paragraph: — Ἡ αὔξησις ἀρκετὰ σημαντική, τοῦτο εἰς τὴν ἐνέργειαν ἀποδίδεται, διότι τὰ παρὰ τῶν ἄλλων ἐνεργειῶν τῆς Κυβερνήσεως καὶ ἐκ τῶν ἀποτελεσμάτων τῆς ἀνακρίσεως τοῦ τελωνείου καθίσταται ἔνδειξις σπουδαιοτέρας ἐπιτυχίας.	[322, 1004, 584, 1091]
figure-shape	[1167, 905, 1197, 979]
ad-heading: ΑΓΓΛΙΚΗ	[1151, 817, 1257, 843]
subheading: ΠΑΡΑΧΩΡΗΣΙΣ ΕΙΣ ΕΤΑΙΡΙΑΝ	[105, 688, 287, 703]
article-paragraph: Ἀλλ' ὁ κ. Ἠλιόπουλος καὶ ὁ φίλος του θυμωθέντες ἐκτόπησαν ἀρκετὰ σοβαρῶς τὸ γκαρσόνι, συνεπλήρωσαν ὅμως ὑπὸ τῶν παρατυχόντων ἀστυνόμων καὶ ὡδηγήθησαν εἰς τὸ κρατητήριον.	[590, 1573, 836, 1645]
ad-heading: ΩΤΩΝ, ΛΑΡΥΓΓΟΣ, ΡΙΝΟΣ ΚΑΙ ΦΑΡΥΓΓΟΣ	[1110, 1522, 1298, 1549]
ad-column-right	[1330, 445, 1560, 1718]
article-paragraph: Τὸ σχετικὸν διάταγμα ὑπὸ τοῦ Βασιλέως καὶ κοινοποιηθὲν εἰς τὸν ἐνδιαφερόμενον, ἐπέτρεψε τὴν παραίτησιν τοῦ κ. Πανελλαρόπουλου, ὅστις διετέλει ὡς γραμματεὺς τῆς ἀστυνομίας ἐπὶ σειρὰν ἐτῶν, ἀντικατασταθεὶς ὑπὸ τοῦ κ. Σκοτίδη, ὁ ὁποῖος θ' ἀντικαταστήσῃ τὸν κ. Γενίσερλην.	[322, 1343, 584, 1458]
article-paragraph: ΘΕΣΣΑΛΟΝΙΚΗ, (ἐμμέσως), 9 Ἰουλίου.—Χθὲς τὴν μεσημβρίαν ἐγένετο μία ἐλαφρὰ σεισμικὴ δόνησις. Τὸ πλεῖστον τῶν κατοίκων ἐξακολουθεῖ διαμένον εἰς σκηνὰς ὑπὸ τὴν προειδοποίησιν.	[842, 238, 1080, 325]
ad-heading: ΥΔΡΟΘΕΡΑΠΕΥΤΗΡΙΟΝ	[1167, 226, 1481, 252]
subheading: ΕΠΙΣΤΟΛΗ ΤΟΥ ΕΠΙΣΚΟΠΟΥ ΕΥΘΥΜΙΟΥ	[873, 601, 1049, 628]
